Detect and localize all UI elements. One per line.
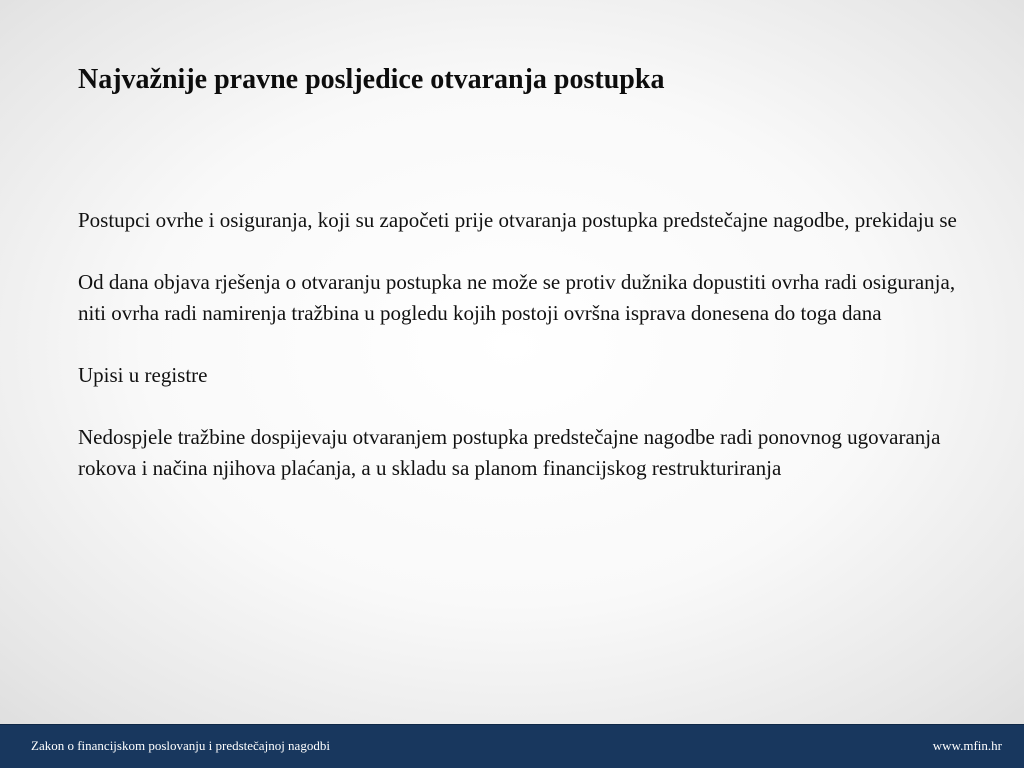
body-paragraph-1: Postupci ovrhe i osiguranja, koji su započeti prije otvaranja postupka predstečajne nagodbe, prekidaju se [78, 208, 957, 232]
body-paragraph-3: Upisi u registre [78, 363, 208, 387]
slide-title: Najvažnije pravne posljedice otvaranja postupka [78, 64, 665, 95]
body-paragraph-2: Od dana objava rješenja o otvaranju postupka ne može se protiv dužnika dopustiti ovrha radi osiguranja, niti ovrha radi namirenja tražbina u pogledu kojih postoji ovršna isprava donesena do toga dana [78, 270, 956, 325]
footer-bar [0, 724, 1024, 768]
footer-website-link[interactable]: www.mfin.hr [932, 738, 1002, 753]
body-paragraph-4: Nedospjele tražbine dospijevaju otvaranjem postupka predstečajne nagodbe radi ponovnog ugovaranja rokova i načina njihova plaćanja, a u skladu sa planom financijskog restrukturiranja [78, 425, 941, 480]
slide-body [78, 205, 958, 515]
footer-law-title: Zakon o financijskom poslovanju i predstečajnoj nagodbi [31, 738, 330, 753]
